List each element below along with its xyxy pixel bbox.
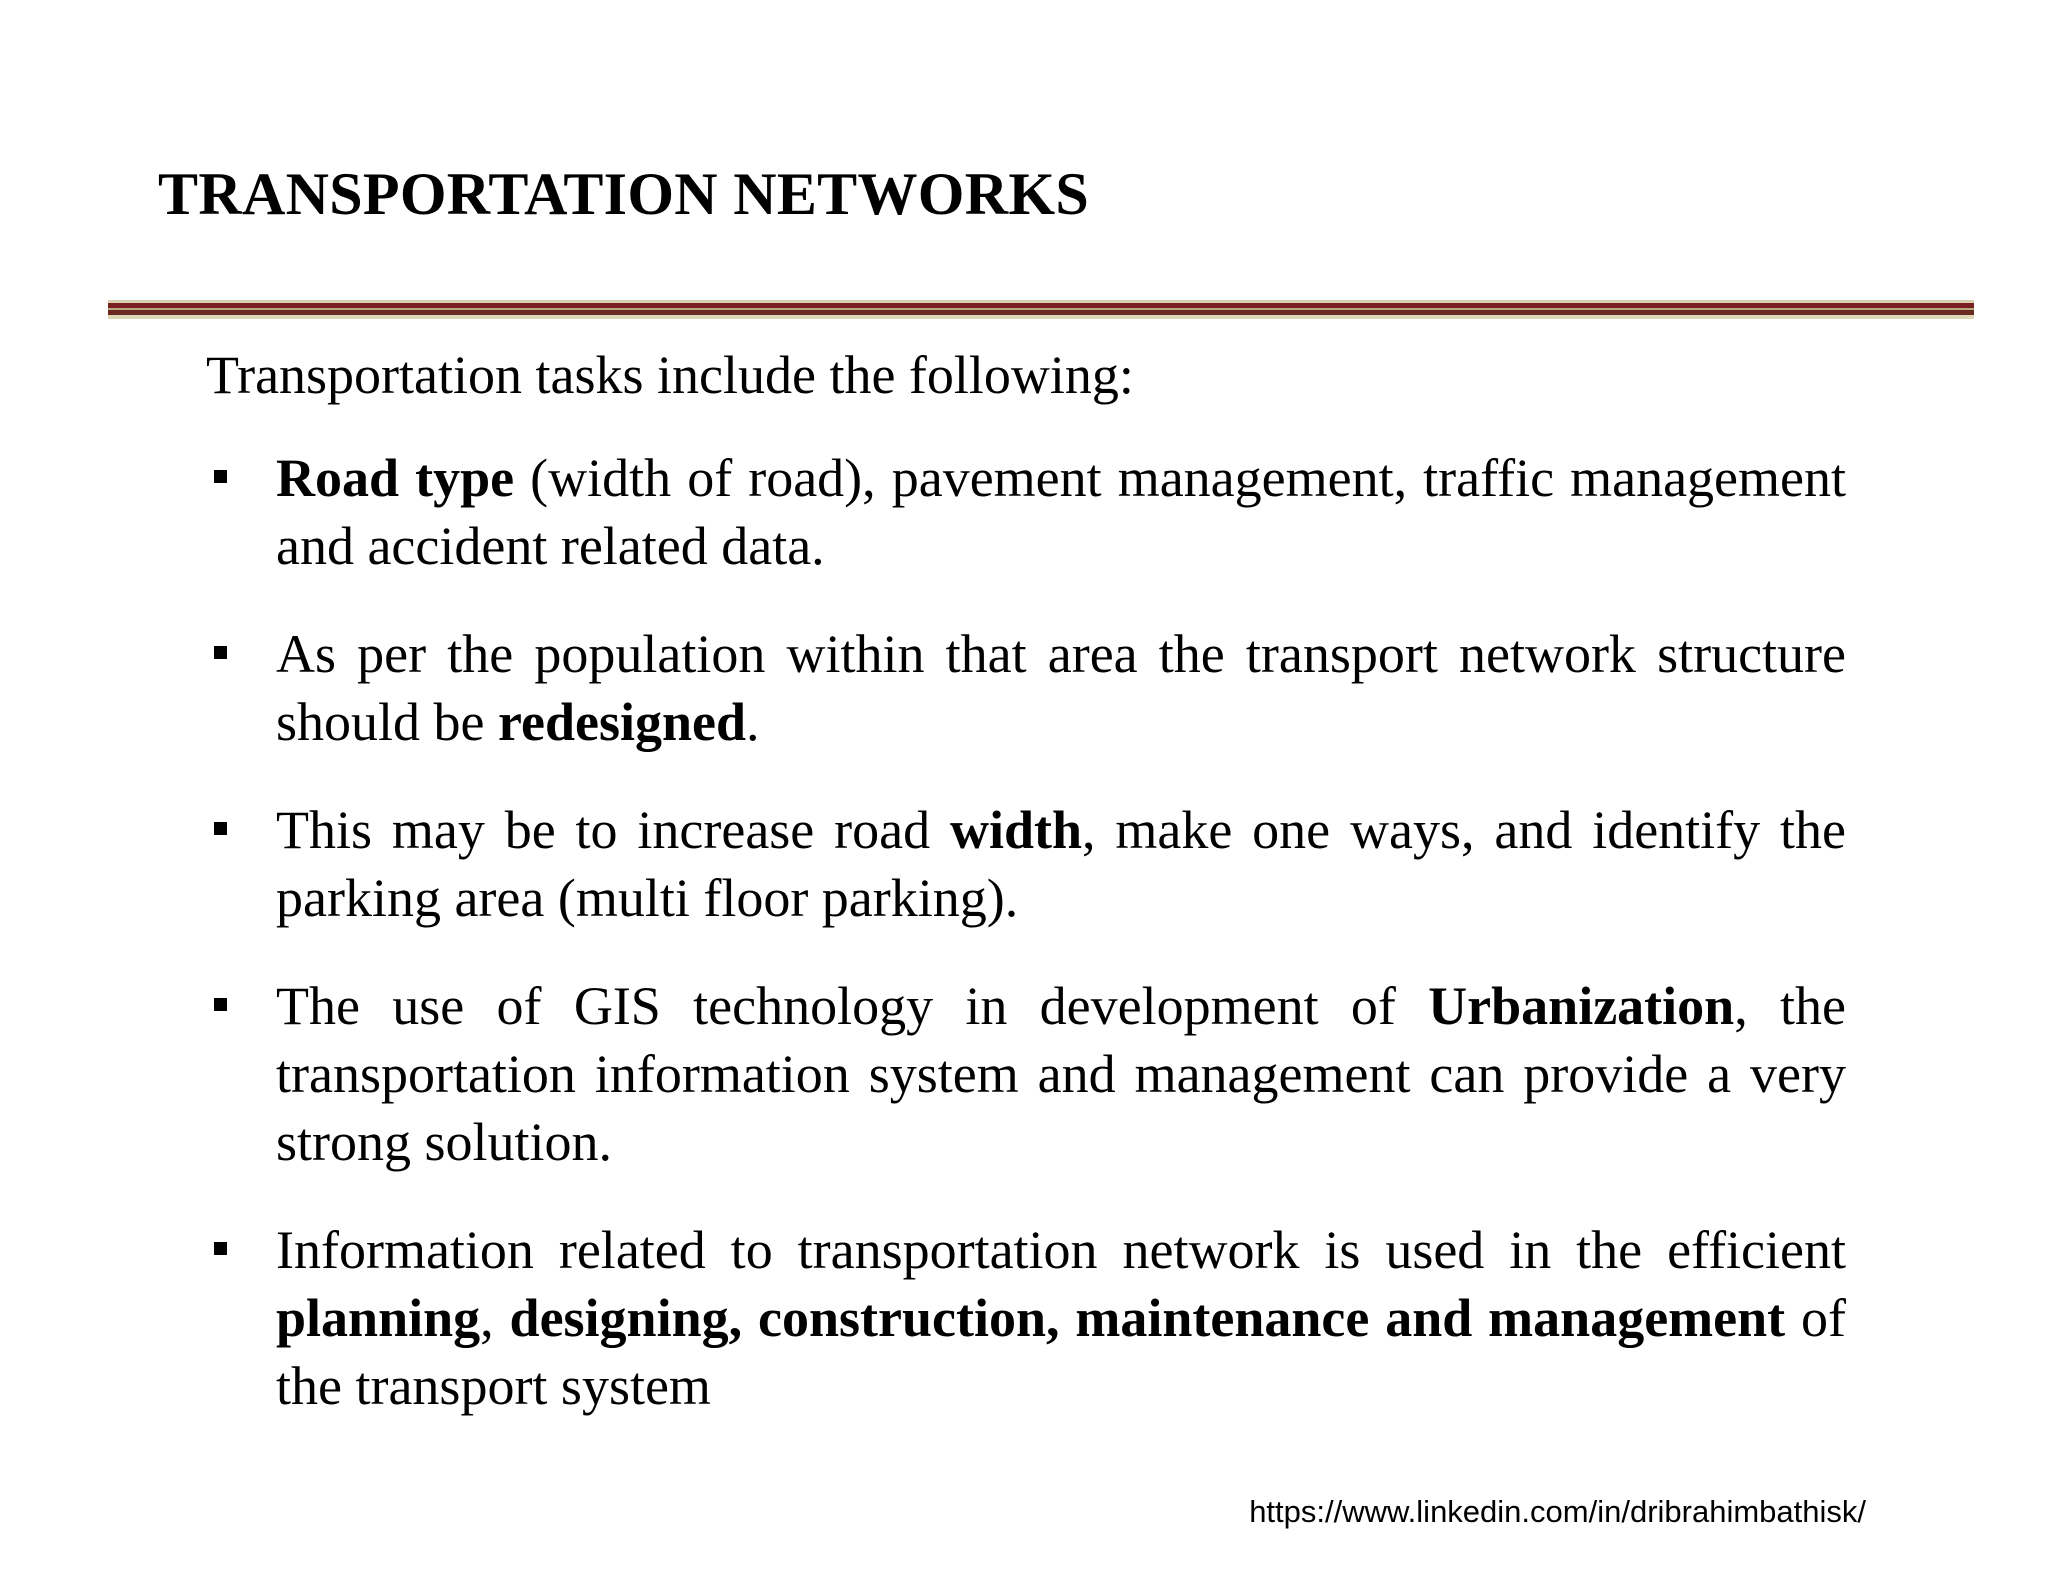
text: , [480,1288,510,1348]
text: , make one ways, and identify the parking area (multi floor parking). [276,800,1846,928]
bullet-item [206,620,1846,756]
bullet-text [276,976,1846,1172]
bullet-text [276,448,1846,576]
bullet-item [206,1216,1846,1420]
square-bullet-icon [214,646,227,659]
text: (width of road), pavement management, traffic management and accident related data. [276,448,1846,576]
text: This may be to increase road [276,800,950,860]
bullet-item [206,972,1846,1176]
bold-text: Road type [276,448,515,508]
bold-text: planning [276,1288,481,1348]
bold-text: designing, construction, maintenance and management [509,1288,1786,1348]
bullet-text [276,1220,1846,1416]
bullet-list [206,444,1846,1460]
bullet-item [206,796,1846,932]
bullet-item [206,444,1846,580]
slide-title: TRANSPORTATION NETWORKS [158,161,1090,227]
title-divider [108,300,1974,320]
square-bullet-icon [214,1242,227,1255]
text: of the transport system [276,1288,1847,1416]
text: The use of GIS technology in development of [276,976,1429,1036]
bold-text: width [949,800,1083,860]
bullet-text [276,800,1846,928]
square-bullet-icon [214,470,227,483]
square-bullet-icon [214,998,227,1011]
bold-text: Urbanization [1428,976,1735,1036]
text: Information related to transportation network is used in the efficient [276,1220,1846,1280]
text: . [746,692,760,752]
footer-link[interactable]: https://www.linkedin.com/in/dribrahimbathisk/ [1249,1494,1866,1529]
intro-text: Transportation tasks include the following: [206,345,1134,405]
text: As per the population within that area the transport network structure should be [276,624,1846,752]
bullet-text [276,624,1846,752]
square-bullet-icon [214,822,227,835]
bold-text: redesigned [498,692,747,752]
text: , the transportation information system and management can provide a very strong solution. [276,976,1846,1172]
